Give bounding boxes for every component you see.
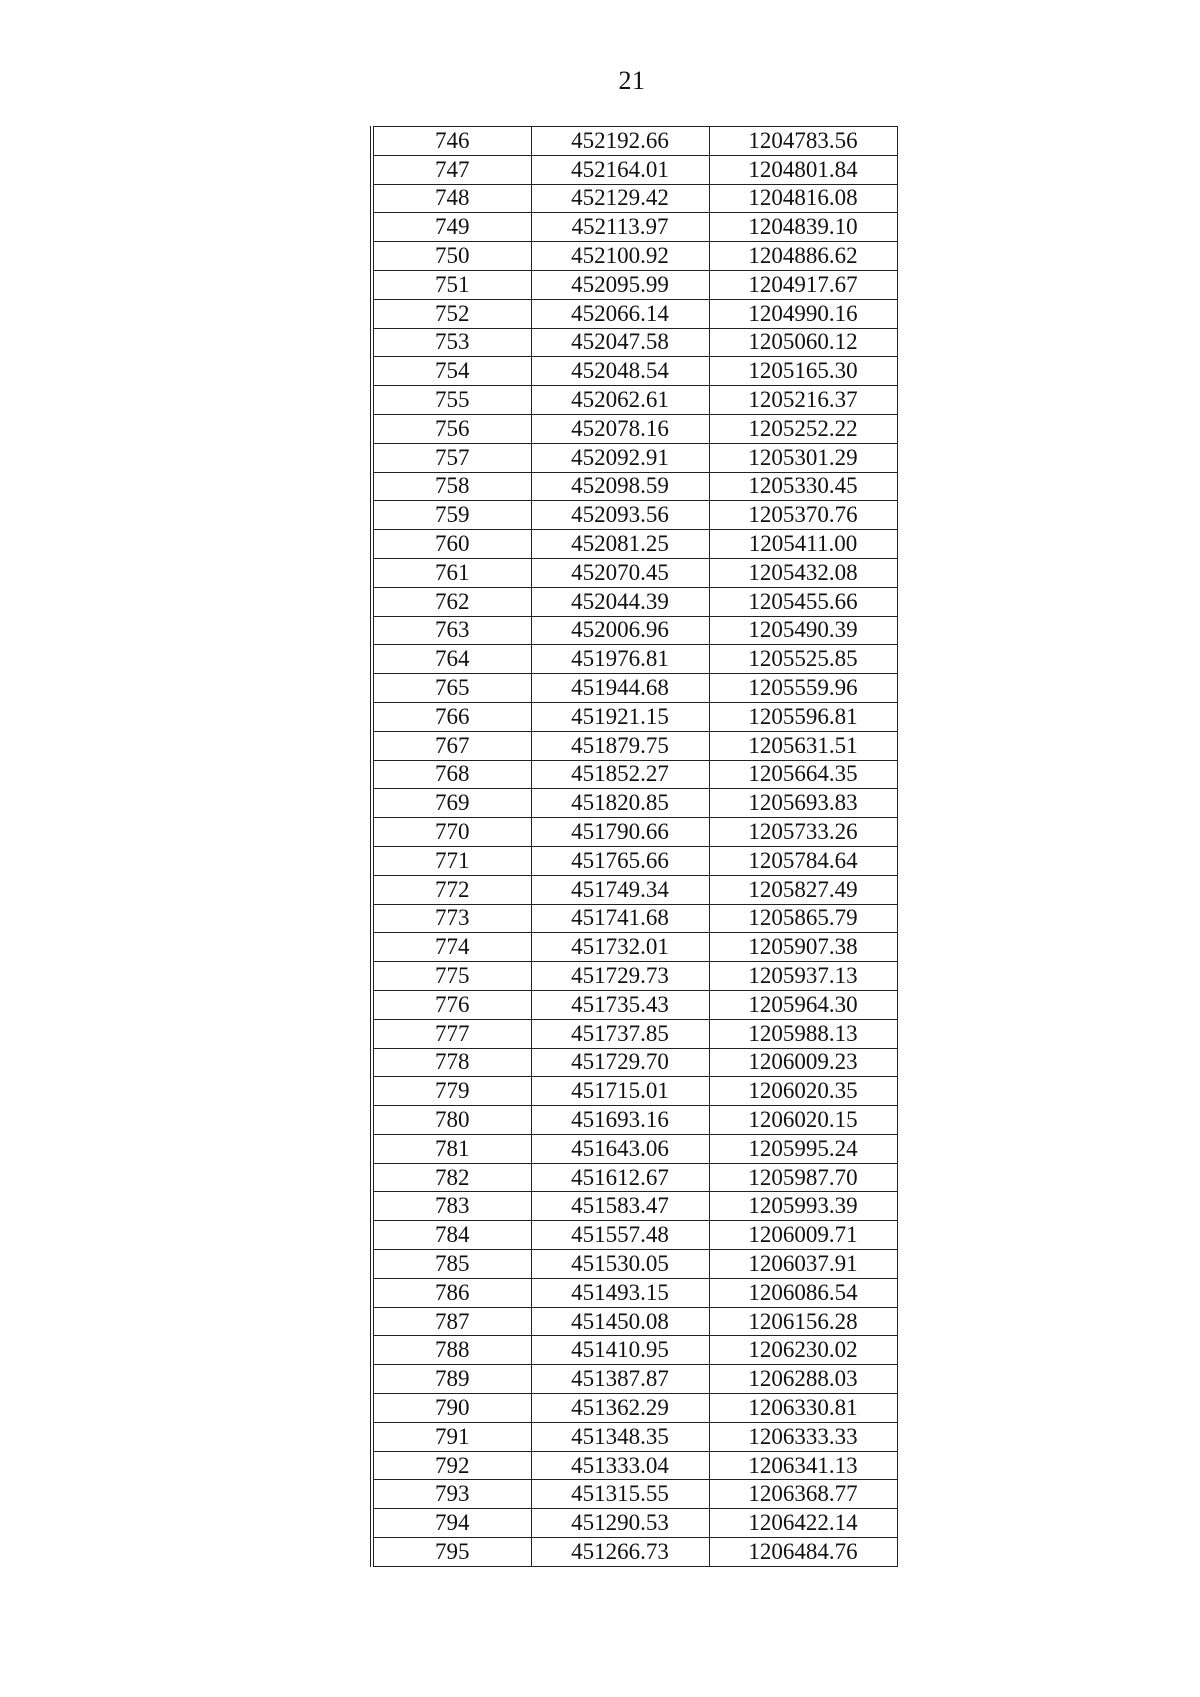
- x-coordinate-cell: 451643.06: [531, 1134, 709, 1163]
- table-row: [372, 1048, 897, 1077]
- x-coordinate-cell: 451387.87: [531, 1365, 709, 1394]
- x-coordinate-cell: 451737.85: [531, 1019, 709, 1048]
- x-coordinate-cell: 451879.75: [531, 731, 709, 760]
- point-number-cell: 760: [372, 530, 531, 559]
- y-coordinate-cell: 1205964.30: [709, 990, 897, 1019]
- table-row: [372, 1221, 897, 1250]
- table-row: [372, 357, 897, 386]
- y-coordinate-cell: 1206330.81: [709, 1394, 897, 1423]
- y-coordinate-cell: 1205432.08: [709, 558, 897, 587]
- x-coordinate-cell: 451493.15: [531, 1278, 709, 1307]
- table-row: [372, 616, 897, 645]
- point-number-cell: 752: [372, 299, 531, 328]
- x-coordinate-cell: 452081.25: [531, 530, 709, 559]
- table-row: [372, 184, 897, 213]
- table-row: [372, 818, 897, 847]
- table-row: [372, 904, 897, 933]
- y-coordinate-cell: 1205784.64: [709, 846, 897, 875]
- table-row: [372, 213, 897, 242]
- y-coordinate-cell: 1206422.14: [709, 1509, 897, 1538]
- point-number-cell: 769: [372, 789, 531, 818]
- x-coordinate-cell: 451735.43: [531, 990, 709, 1019]
- y-coordinate-cell: 1204886.62: [709, 242, 897, 271]
- y-coordinate-cell: 1205060.12: [709, 328, 897, 357]
- table-row: [372, 1307, 897, 1336]
- y-coordinate-cell: 1205455.66: [709, 587, 897, 616]
- x-coordinate-cell: 452070.45: [531, 558, 709, 587]
- table-row: [372, 1451, 897, 1480]
- point-number-cell: 748: [372, 184, 531, 213]
- point-number-cell: 750: [372, 242, 531, 271]
- table-row: [372, 846, 897, 875]
- x-coordinate-cell: 451583.47: [531, 1192, 709, 1221]
- table-row: [372, 1134, 897, 1163]
- y-coordinate-cell: 1206156.28: [709, 1307, 897, 1336]
- y-coordinate-cell: 1205559.96: [709, 674, 897, 703]
- x-coordinate-cell: 451333.04: [531, 1451, 709, 1480]
- table-row: [372, 702, 897, 731]
- table-row: [372, 1106, 897, 1135]
- point-number-cell: 780: [372, 1106, 531, 1135]
- y-coordinate-cell: 1204839.10: [709, 213, 897, 242]
- table-row: [372, 1509, 897, 1538]
- y-coordinate-cell: 1205490.39: [709, 616, 897, 645]
- x-coordinate-cell: 451290.53: [531, 1509, 709, 1538]
- x-coordinate-cell: 451612.67: [531, 1163, 709, 1192]
- x-coordinate-cell: 451741.68: [531, 904, 709, 933]
- point-number-cell: 786: [372, 1278, 531, 1307]
- y-coordinate-cell: 1205664.35: [709, 760, 897, 789]
- point-number-cell: 790: [372, 1394, 531, 1423]
- point-number-cell: 773: [372, 904, 531, 933]
- x-coordinate-cell: 451693.16: [531, 1106, 709, 1135]
- y-coordinate-cell: 1205370.76: [709, 501, 897, 530]
- point-number-cell: 754: [372, 357, 531, 386]
- point-number-cell: 762: [372, 587, 531, 616]
- x-coordinate-cell: 451729.70: [531, 1048, 709, 1077]
- point-number-cell: 758: [372, 472, 531, 501]
- x-coordinate-cell: 451348.35: [531, 1422, 709, 1451]
- point-number-cell: 785: [372, 1250, 531, 1279]
- y-coordinate-cell: 1205827.49: [709, 875, 897, 904]
- table-row: [372, 1394, 897, 1423]
- table-row: [372, 1365, 897, 1394]
- x-coordinate-cell: 452006.96: [531, 616, 709, 645]
- point-number-cell: 771: [372, 846, 531, 875]
- y-coordinate-cell: 1206230.02: [709, 1336, 897, 1365]
- x-coordinate-cell: 451729.73: [531, 962, 709, 991]
- point-number-cell: 779: [372, 1077, 531, 1106]
- point-number-cell: 765: [372, 674, 531, 703]
- table-row: [372, 1422, 897, 1451]
- x-coordinate-cell: 452129.42: [531, 184, 709, 213]
- y-coordinate-cell: 1206333.33: [709, 1422, 897, 1451]
- x-coordinate-cell: 452044.39: [531, 587, 709, 616]
- y-coordinate-cell: 1204801.84: [709, 155, 897, 184]
- x-coordinate-cell: 452164.01: [531, 155, 709, 184]
- point-number-cell: 759: [372, 501, 531, 530]
- table-row: [372, 731, 897, 760]
- y-coordinate-cell: 1205596.81: [709, 702, 897, 731]
- table-row: [372, 875, 897, 904]
- table-row: [372, 414, 897, 443]
- point-number-cell: 794: [372, 1509, 531, 1538]
- y-coordinate-cell: 1205411.00: [709, 530, 897, 559]
- y-coordinate-cell: 1205631.51: [709, 731, 897, 760]
- table-row: [372, 789, 897, 818]
- table-row: [372, 443, 897, 472]
- table-row: [372, 155, 897, 184]
- y-coordinate-cell: 1205907.38: [709, 933, 897, 962]
- coordinates-table: [370, 126, 898, 1567]
- table-row: [372, 1278, 897, 1307]
- point-number-cell: 774: [372, 933, 531, 962]
- point-number-cell: 753: [372, 328, 531, 357]
- point-number-cell: 783: [372, 1192, 531, 1221]
- page-number: 21: [618, 66, 646, 95]
- y-coordinate-cell: 1205865.79: [709, 904, 897, 933]
- table-row: [372, 1163, 897, 1192]
- y-coordinate-cell: 1206086.54: [709, 1278, 897, 1307]
- point-number-cell: 761: [372, 558, 531, 587]
- y-coordinate-cell: 1206009.71: [709, 1221, 897, 1250]
- x-coordinate-cell: 452047.58: [531, 328, 709, 357]
- x-coordinate-cell: 452192.66: [531, 127, 709, 156]
- point-number-cell: 795: [372, 1538, 531, 1567]
- table-row: [372, 962, 897, 991]
- point-number-cell: 763: [372, 616, 531, 645]
- point-number-cell: 788: [372, 1336, 531, 1365]
- table-row: [372, 270, 897, 299]
- x-coordinate-cell: 451315.55: [531, 1480, 709, 1509]
- y-coordinate-cell: 1205216.37: [709, 386, 897, 415]
- point-number-cell: 747: [372, 155, 531, 184]
- y-coordinate-cell: 1206341.13: [709, 1451, 897, 1480]
- x-coordinate-cell: 451715.01: [531, 1077, 709, 1106]
- table-row: [372, 1480, 897, 1509]
- y-coordinate-cell: 1206009.23: [709, 1048, 897, 1077]
- y-coordinate-cell: 1205525.85: [709, 645, 897, 674]
- y-coordinate-cell: 1206037.91: [709, 1250, 897, 1279]
- x-coordinate-cell: 451944.68: [531, 674, 709, 703]
- point-number-cell: 776: [372, 990, 531, 1019]
- point-number-cell: 757: [372, 443, 531, 472]
- table-row: [372, 127, 897, 156]
- y-coordinate-cell: 1205693.83: [709, 789, 897, 818]
- x-coordinate-cell: 451732.01: [531, 933, 709, 962]
- coordinates-table-body: [372, 127, 897, 1567]
- y-coordinate-cell: 1204990.16: [709, 299, 897, 328]
- y-coordinate-cell: 1206288.03: [709, 1365, 897, 1394]
- table-row: [372, 674, 897, 703]
- x-coordinate-cell: 452078.16: [531, 414, 709, 443]
- point-number-cell: 767: [372, 731, 531, 760]
- table-row: [372, 242, 897, 271]
- point-number-cell: 782: [372, 1163, 531, 1192]
- table-row: [372, 299, 897, 328]
- table-row: [372, 1250, 897, 1279]
- x-coordinate-cell: 451557.48: [531, 1221, 709, 1250]
- y-coordinate-cell: 1206484.76: [709, 1538, 897, 1567]
- point-number-cell: 781: [372, 1134, 531, 1163]
- y-coordinate-cell: 1204783.56: [709, 127, 897, 156]
- x-coordinate-cell: 452092.91: [531, 443, 709, 472]
- point-number-cell: 772: [372, 875, 531, 904]
- point-number-cell: 775: [372, 962, 531, 991]
- point-number-cell: 768: [372, 760, 531, 789]
- point-number-cell: 787: [372, 1307, 531, 1336]
- table-row: [372, 472, 897, 501]
- x-coordinate-cell: 451765.66: [531, 846, 709, 875]
- x-coordinate-cell: 452062.61: [531, 386, 709, 415]
- table-row: [372, 1077, 897, 1106]
- table-row: [372, 760, 897, 789]
- x-coordinate-cell: 452095.99: [531, 270, 709, 299]
- table-row: [372, 501, 897, 530]
- y-coordinate-cell: 1205993.39: [709, 1192, 897, 1221]
- x-coordinate-cell: 452066.14: [531, 299, 709, 328]
- y-coordinate-cell: 1205995.24: [709, 1134, 897, 1163]
- point-number-cell: 793: [372, 1480, 531, 1509]
- x-coordinate-cell: 451530.05: [531, 1250, 709, 1279]
- x-coordinate-cell: 451410.95: [531, 1336, 709, 1365]
- point-number-cell: 766: [372, 702, 531, 731]
- point-number-cell: 778: [372, 1048, 531, 1077]
- point-number-cell: 749: [372, 213, 531, 242]
- x-coordinate-cell: 451790.66: [531, 818, 709, 847]
- table-row: [372, 386, 897, 415]
- x-coordinate-cell: 452098.59: [531, 472, 709, 501]
- x-coordinate-cell: 451266.73: [531, 1538, 709, 1567]
- x-coordinate-cell: 451820.85: [531, 789, 709, 818]
- table-row: [372, 933, 897, 962]
- point-number-cell: 746: [372, 127, 531, 156]
- y-coordinate-cell: 1205165.30: [709, 357, 897, 386]
- table-row: [372, 1019, 897, 1048]
- y-coordinate-cell: 1205252.22: [709, 414, 897, 443]
- table-row: [372, 558, 897, 587]
- x-coordinate-cell: 451749.34: [531, 875, 709, 904]
- table-row: [372, 1192, 897, 1221]
- y-coordinate-cell: 1205937.13: [709, 962, 897, 991]
- y-coordinate-cell: 1206020.15: [709, 1106, 897, 1135]
- y-coordinate-cell: 1205733.26: [709, 818, 897, 847]
- table-row: [372, 1538, 897, 1567]
- point-number-cell: 792: [372, 1451, 531, 1480]
- y-coordinate-cell: 1205987.70: [709, 1163, 897, 1192]
- x-coordinate-cell: 451921.15: [531, 702, 709, 731]
- table-row: [372, 1336, 897, 1365]
- y-coordinate-cell: 1206368.77: [709, 1480, 897, 1509]
- point-number-cell: 756: [372, 414, 531, 443]
- point-number-cell: 755: [372, 386, 531, 415]
- point-number-cell: 784: [372, 1221, 531, 1250]
- y-coordinate-cell: 1204917.67: [709, 270, 897, 299]
- table-row: [372, 990, 897, 1019]
- table-row: [372, 530, 897, 559]
- point-number-cell: 789: [372, 1365, 531, 1394]
- x-coordinate-cell: 452093.56: [531, 501, 709, 530]
- point-number-cell: 791: [372, 1422, 531, 1451]
- y-coordinate-cell: 1205330.45: [709, 472, 897, 501]
- point-number-cell: 751: [372, 270, 531, 299]
- point-number-cell: 764: [372, 645, 531, 674]
- x-coordinate-cell: 452048.54: [531, 357, 709, 386]
- x-coordinate-cell: 452113.97: [531, 213, 709, 242]
- x-coordinate-cell: 451976.81: [531, 645, 709, 674]
- x-coordinate-cell: 452100.92: [531, 242, 709, 271]
- y-coordinate-cell: 1205301.29: [709, 443, 897, 472]
- x-coordinate-cell: 451450.08: [531, 1307, 709, 1336]
- x-coordinate-cell: 451852.27: [531, 760, 709, 789]
- table-row: [372, 328, 897, 357]
- y-coordinate-cell: 1205988.13: [709, 1019, 897, 1048]
- y-coordinate-cell: 1204816.08: [709, 184, 897, 213]
- table-row: [372, 645, 897, 674]
- point-number-cell: 777: [372, 1019, 531, 1048]
- point-number-cell: 770: [372, 818, 531, 847]
- x-coordinate-cell: 451362.29: [531, 1394, 709, 1423]
- y-coordinate-cell: 1206020.35: [709, 1077, 897, 1106]
- table-row: [372, 587, 897, 616]
